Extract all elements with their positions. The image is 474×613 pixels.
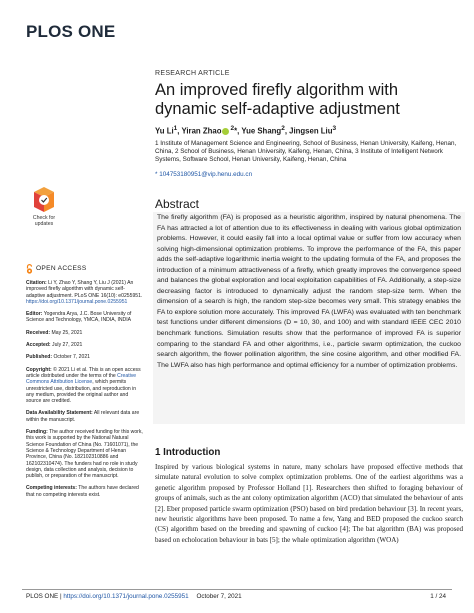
footer-journal: PLOS ONE bbox=[26, 593, 59, 600]
affiliation-marker: 3 bbox=[332, 125, 337, 132]
editor: Editor: Yogendra Arya, J.C. Bose University of Science and Technology, YMCA, INDIA, INDIA bbox=[26, 311, 132, 324]
abstract-text: The firefly algorithm (FA) is proposed as a heuristic algorithm, inspired by natural phenomena. The FA has attracted a lot of attention due to its effectiveness in dealing with various global optimization problems. However, it could easily fall into a local optimal value or suffer from low accuracy when solving high-dimensional optimization problems. To improve the performance of the FA, this paper adds the self-adaptive logarithmic inertia weight to the updating formula of the FA, and proposes the introduction of a minimum attractiveness of a firefly, which greatly improves the convergence speed and balances the global exploration and local exploitation capabilities of FA. Additionally, a step-size decreasing factor is introduced to dynamically adjust the random step-size term. When the dimension of a search is high, the random step-size becomes very small. This strategy enables the FA to explore solution more accurately. This improved FA (LWFA) was evaluated with ten benchmark test functions under different dimensions (D = 10, 30, and 100) and with standard IEEE CEC 2010 benchmark functions. Simulation results show that the performance of improved FA is superior comparing to the standard FA and other algorithms, i.e., particle swarm optimization, the cuckoo search algorithm, the flower pollination algorithm, the sine cosine algorithm, and other modified FA. The LWFA also has high performance and optimal efficiency for a number of optimization problems. bbox=[157, 214, 461, 369]
page-number: 1 / 24 bbox=[430, 593, 446, 600]
introduction-text: Inspired by various biological systems in nature, many scholars have proposed effective methods that simulate natural evolution to solve complex optimization problems. One of the earliest algorithms was a genetic algorithm proposed by Professor Holland [1]. Researchers then shifted to foraging behaviour of groups of animals, such as the ant colony optimization algorithm (ACO) that simulated the behaviour of ants [2]. Eber proposed particle swarm optimization (PSO) based on bird predation behaviour [3]. In recent years, new heuristic algorithms have been proposed. To name a few, Yang and BED proposed the cuckoo search (CS) algorithm based on the breeding and spawning of cuckoo [4]; The bat algorithm (BA) was proposed based on echolocation behaviour in bats [5]; the whale optimization algorithm (WOA) bbox=[155, 463, 463, 544]
footer-divider bbox=[22, 589, 452, 590]
affiliation-marker: 1 bbox=[173, 125, 178, 132]
author-name[interactable]: Yu Li bbox=[155, 126, 174, 136]
affiliation-marker: 2 bbox=[281, 125, 285, 132]
sidebar bbox=[26, 264, 144, 504]
open-access-label: OPEN ACCESS bbox=[36, 264, 87, 272]
open-access-badge bbox=[26, 264, 144, 274]
author-list bbox=[155, 125, 455, 136]
check-for-updates-button[interactable] bbox=[28, 186, 60, 227]
journal-logo[interactable]: PLOS ONE bbox=[26, 22, 116, 41]
accepted-date: Accepted: July 27, 2021 bbox=[26, 342, 83, 349]
author-name[interactable]: , Yiran Zhao bbox=[177, 126, 222, 136]
article-type: RESEARCH ARTICLE bbox=[155, 70, 230, 77]
affiliations: 1 Institute of Management Science and Engineering, School of Business, Henan University, Kaifeng, Henan, China, 2 School of Business, Henan University, Kaifeng, Henan, China, 3 Institute of Intelligent Network Systems, Software School, Henan University, Kaifeng, Henan, China bbox=[155, 140, 457, 164]
article-title: An improved firefly algorithm with dynamic self-adaptive adjustment bbox=[155, 81, 400, 118]
published-date: Published: October 7, 2021 bbox=[26, 354, 90, 361]
citation: Citation: Li Y, Zhao Y, Shang Y, Liu J (2021) An improved firefly algorithm with dynamic self-adaptive adjustment. PLoS ONE 16(10): e0255951. https://doi.org/10.1371/journal.pone.0255951 bbox=[26, 280, 143, 305]
copyright: Copyright: © 2021 Li et al. This is an open access article distributed under the terms of the Creative Commons Attribution License, which permits unrestricted use, distribution, and reproduction in any medium, provided the original author and source are credited. bbox=[26, 366, 141, 405]
license-link[interactable]: Creative Commons Attribution License bbox=[26, 372, 137, 386]
footer-doi-link[interactable]: https://doi.org/10.1371/journal.pone.0255951 bbox=[63, 593, 189, 600]
check-for-updates-label: Check for updates bbox=[32, 215, 56, 227]
funding: Funding: The author received funding for this work, this work is supported by the National Natural Science Foundation of China (No. 71601071), the Science & Technology Department of Henan Province, China (No. 182102310886 and 162102310474). The funders had no role in study design, data collection and analysis, decision to publish, or preparation of the manuscript. bbox=[26, 429, 143, 480]
author-name[interactable]: , Jingsen Liu bbox=[284, 126, 333, 136]
footer-date: October 7, 2021 bbox=[196, 593, 242, 600]
author-name[interactable]: *, Yue Shang bbox=[234, 126, 282, 136]
received-date: Received: May 25, 2021 bbox=[26, 329, 83, 336]
footer-info: PLOS ONE | https://doi.org/10.1371/journal.pone.0255951 October 7, 2021 bbox=[26, 593, 242, 600]
abstract-heading: Abstract bbox=[155, 197, 200, 211]
competing-interests: Competing interests: The authors have declared that no competing interests exist. bbox=[26, 485, 139, 498]
data-availability: Data Availability Statement: All relevant data are within the manuscript. bbox=[26, 410, 140, 423]
affiliation-marker: 2 bbox=[230, 125, 235, 132]
orcid-icon[interactable] bbox=[222, 128, 229, 135]
corresponding-email-link[interactable]: * 104753180951@vip.henu.edu.cn bbox=[155, 171, 253, 178]
citation-doi-link[interactable]: https://doi.org/10.1371/journal.pone.0255951 bbox=[26, 298, 128, 305]
introduction-heading: 1 Introduction bbox=[155, 447, 221, 458]
check-for-updates-icon bbox=[31, 186, 57, 214]
open-lock-icon bbox=[26, 264, 33, 274]
